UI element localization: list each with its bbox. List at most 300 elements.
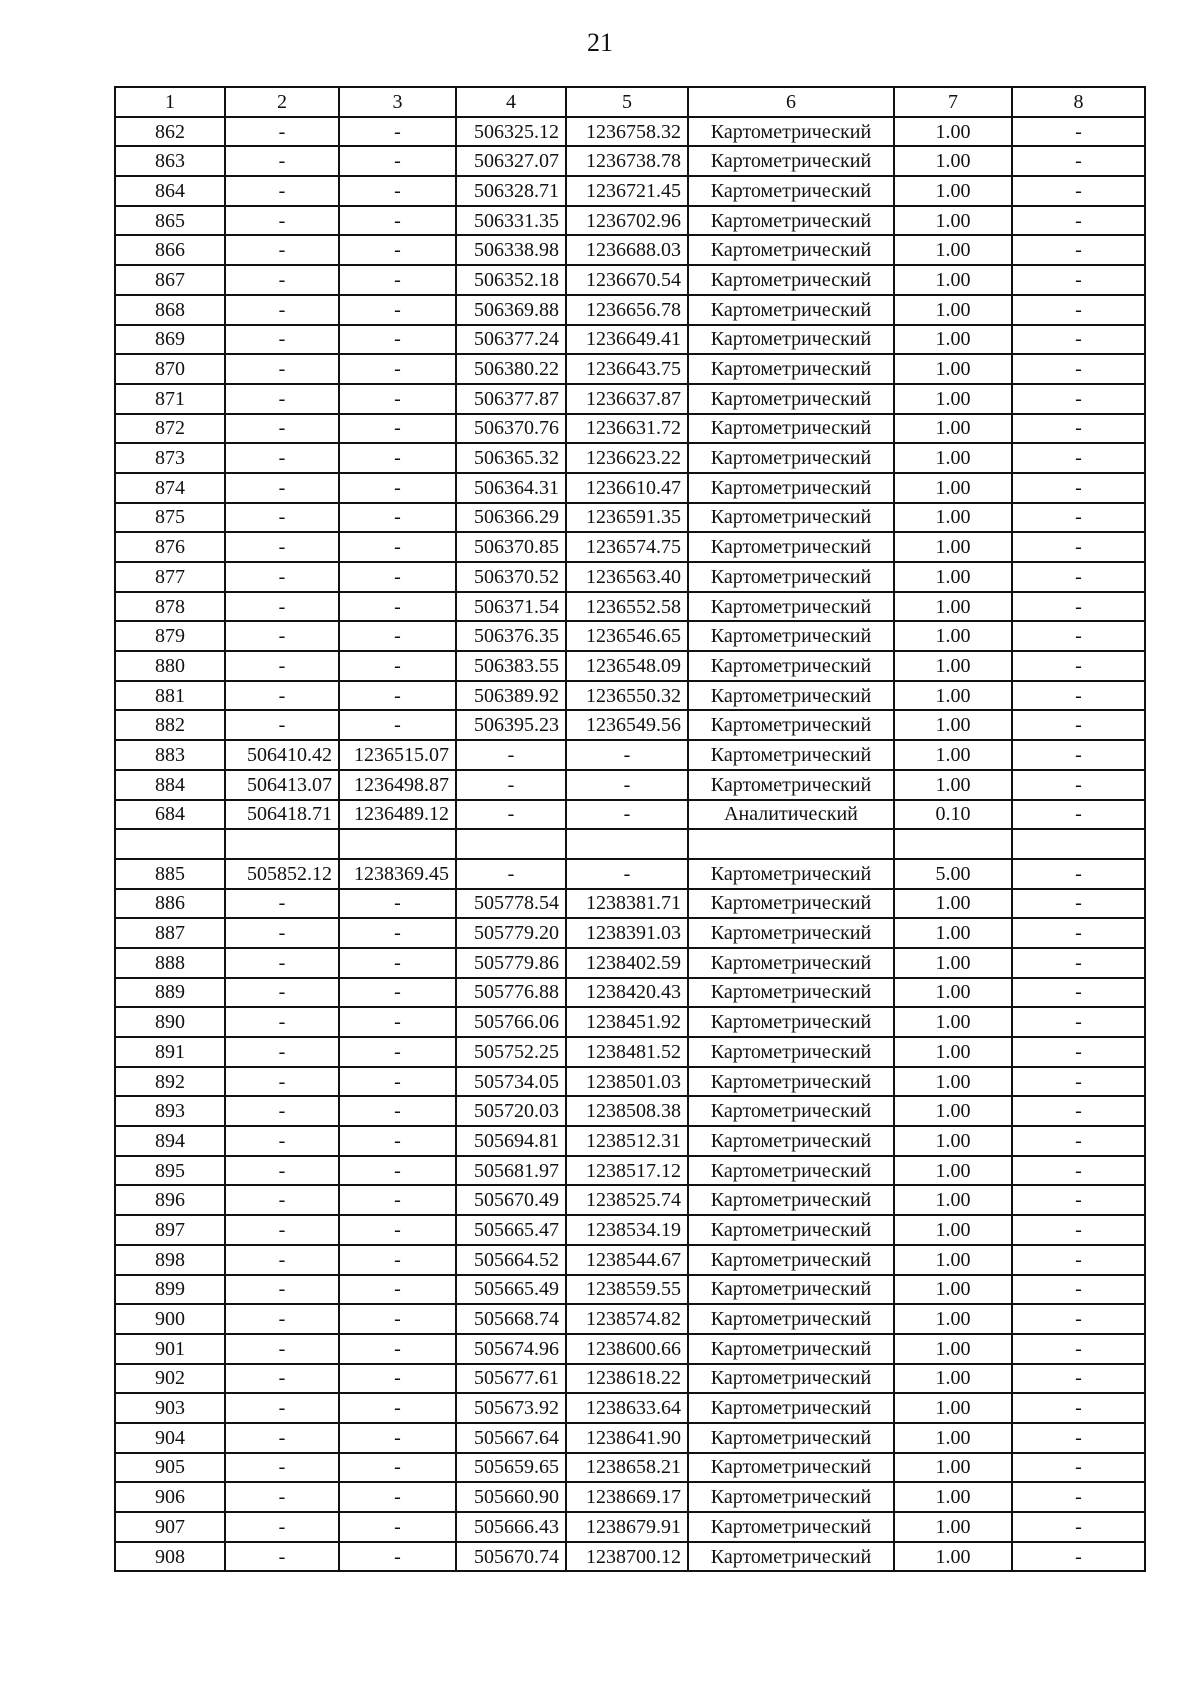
- table-cell: -: [225, 1542, 339, 1572]
- table-cell: Картометрический: [688, 681, 894, 711]
- table-cell: 1236623.22: [566, 443, 688, 473]
- table-cell: 1236548.09: [566, 651, 688, 681]
- table-cell: 1.00: [894, 443, 1012, 473]
- table-cell: Картометрический: [688, 1245, 894, 1275]
- table-cell: -: [1012, 443, 1145, 473]
- column-header: 5: [566, 87, 688, 117]
- table-cell: 506377.87: [456, 384, 566, 414]
- table-cell: -: [339, 146, 456, 176]
- table-cell: 1.00: [894, 1067, 1012, 1097]
- table-cell: Картометрический: [688, 1275, 894, 1305]
- table-cell: -: [225, 473, 339, 503]
- table-cell: -: [1012, 889, 1145, 919]
- table-cell: -: [225, 1185, 339, 1215]
- table-cell: 505778.54: [456, 889, 566, 919]
- table-cell: 1236637.87: [566, 384, 688, 414]
- table-cell: -: [339, 1275, 456, 1305]
- table-cell: 506383.55: [456, 651, 566, 681]
- table-cell: Картометрический: [688, 295, 894, 325]
- table-row: [115, 1512, 1145, 1542]
- table-cell: 871: [115, 384, 225, 414]
- table-cell: -: [339, 1096, 456, 1126]
- table-cell: 1.00: [894, 651, 1012, 681]
- table-row: [115, 176, 1145, 206]
- table-cell: 864: [115, 176, 225, 206]
- table-cell: 1.00: [894, 325, 1012, 355]
- table-cell: 505779.20: [456, 918, 566, 948]
- table-cell: -: [1012, 117, 1145, 147]
- table-row: [115, 740, 1145, 770]
- table-cell: 908: [115, 1542, 225, 1572]
- table-cell: -: [1012, 265, 1145, 295]
- table-cell: -: [339, 206, 456, 236]
- table-cell: -: [1012, 473, 1145, 503]
- column-header: 4: [456, 87, 566, 117]
- table-cell: -: [1012, 1126, 1145, 1156]
- table-cell: -: [339, 1304, 456, 1334]
- table-cell: 887: [115, 918, 225, 948]
- table-row: [115, 1334, 1145, 1364]
- table-cell: -: [339, 117, 456, 147]
- table-row: [115, 532, 1145, 562]
- page-number: 21: [587, 28, 613, 57]
- table-cell: -: [225, 1245, 339, 1275]
- table-cell: -: [566, 800, 688, 830]
- table-cell: 907: [115, 1512, 225, 1542]
- table-cell: -: [225, 562, 339, 592]
- table-cell: 505666.43: [456, 1512, 566, 1542]
- table-cell: -: [566, 859, 688, 889]
- table-cell: -: [225, 117, 339, 147]
- table-row: [115, 1423, 1145, 1453]
- table-row: [115, 1156, 1145, 1186]
- table-cell: -: [225, 354, 339, 384]
- coordinates-table: [114, 86, 1146, 1572]
- table-cell: -: [1012, 503, 1145, 533]
- table-cell: -: [225, 206, 339, 236]
- table-row: [115, 889, 1145, 919]
- table-cell: -: [339, 473, 456, 503]
- table-cell: -: [1012, 1007, 1145, 1037]
- table-cell: Картометрический: [688, 325, 894, 355]
- table-cell: -: [339, 1334, 456, 1364]
- table-cell: -: [225, 1126, 339, 1156]
- table-row: [115, 1215, 1145, 1245]
- table-cell: 505673.92: [456, 1393, 566, 1423]
- table-cell: 1.00: [894, 1512, 1012, 1542]
- table-cell: -: [1012, 1185, 1145, 1215]
- table-cell: 872: [115, 414, 225, 444]
- table-cell: 1238369.45: [339, 859, 456, 889]
- column-header: 6: [688, 87, 894, 117]
- table-cell: -: [339, 1245, 456, 1275]
- table-cell: Картометрический: [688, 1364, 894, 1394]
- table-cell: Картометрический: [688, 117, 894, 147]
- table-cell: -: [339, 1542, 456, 1572]
- table-cell: [115, 829, 225, 859]
- table-cell: Картометрический: [688, 235, 894, 265]
- table-cell: -: [225, 1096, 339, 1126]
- table-row: [115, 325, 1145, 355]
- table-cell: 899: [115, 1275, 225, 1305]
- table-row: [115, 1096, 1145, 1126]
- table-cell: -: [225, 1393, 339, 1423]
- table-cell: 1.00: [894, 1423, 1012, 1453]
- table-cell: -: [339, 978, 456, 1008]
- table-cell: 863: [115, 146, 225, 176]
- table-cell: -: [1012, 1423, 1145, 1453]
- table-cell: 1.00: [894, 948, 1012, 978]
- table-cell: 896: [115, 1185, 225, 1215]
- table-cell: 883: [115, 740, 225, 770]
- table-row: [115, 1037, 1145, 1067]
- table-cell: Картометрический: [688, 1215, 894, 1245]
- table-cell: 1238600.66: [566, 1334, 688, 1364]
- table-cell: [688, 829, 894, 859]
- table-cell: Картометрический: [688, 1453, 894, 1483]
- table-cell: -: [225, 1156, 339, 1186]
- table-cell: 505779.86: [456, 948, 566, 978]
- table-cell: -: [1012, 710, 1145, 740]
- table-cell: Картометрический: [688, 414, 894, 444]
- table-cell: 506389.92: [456, 681, 566, 711]
- table-cell: 506370.85: [456, 532, 566, 562]
- table-cell: -: [566, 770, 688, 800]
- table-cell: 506364.31: [456, 473, 566, 503]
- table-cell: 1.00: [894, 1037, 1012, 1067]
- table-cell: -: [339, 710, 456, 740]
- table-cell: 505674.96: [456, 1334, 566, 1364]
- table-cell: -: [1012, 621, 1145, 651]
- table-cell: 1.00: [894, 1393, 1012, 1423]
- table-cell: -: [225, 1215, 339, 1245]
- table-cell: 0.10: [894, 800, 1012, 830]
- table-cell: Картометрический: [688, 265, 894, 295]
- table-cell: 506395.23: [456, 710, 566, 740]
- table-row: [115, 1245, 1145, 1275]
- table-cell: 1.00: [894, 562, 1012, 592]
- table-cell: -: [1012, 562, 1145, 592]
- table-cell: 1.00: [894, 384, 1012, 414]
- table-cell: -: [1012, 770, 1145, 800]
- table-cell: 506365.32: [456, 443, 566, 473]
- table-cell: -: [225, 1007, 339, 1037]
- table-cell: 1.00: [894, 978, 1012, 1008]
- table-cell: Картометрический: [688, 1334, 894, 1364]
- table-cell: [456, 829, 566, 859]
- table-cell: 1.00: [894, 1364, 1012, 1394]
- table-cell: Картометрический: [688, 1096, 894, 1126]
- table-cell: -: [225, 978, 339, 1008]
- table-row: [115, 295, 1145, 325]
- table-cell: -: [225, 889, 339, 919]
- table-cell: 1236498.87: [339, 770, 456, 800]
- table-cell: -: [1012, 1245, 1145, 1275]
- table-cell: 885: [115, 859, 225, 889]
- table-cell: Картометрический: [688, 384, 894, 414]
- table-cell: -: [339, 1007, 456, 1037]
- table-cell: 506328.71: [456, 176, 566, 206]
- table-cell: -: [1012, 176, 1145, 206]
- table-cell: 865: [115, 206, 225, 236]
- table-cell: 1.00: [894, 176, 1012, 206]
- table-cell: 1238559.55: [566, 1275, 688, 1305]
- table-row: [115, 829, 1145, 859]
- table-cell: Картометрический: [688, 1512, 894, 1542]
- table-row: [115, 414, 1145, 444]
- table-cell: -: [1012, 295, 1145, 325]
- table-cell: -: [339, 503, 456, 533]
- table-cell: 506370.76: [456, 414, 566, 444]
- table-cell: -: [339, 1126, 456, 1156]
- table-cell: 1238402.59: [566, 948, 688, 978]
- table-cell: -: [339, 1037, 456, 1067]
- table-cell: -: [339, 592, 456, 622]
- table-cell: 882: [115, 710, 225, 740]
- table-cell: -: [456, 770, 566, 800]
- table-cell: -: [225, 651, 339, 681]
- table-row: [115, 621, 1145, 651]
- table-cell: Картометрический: [688, 473, 894, 503]
- table-cell: 1236631.72: [566, 414, 688, 444]
- table-cell: -: [225, 1482, 339, 1512]
- table-cell: -: [1012, 1156, 1145, 1186]
- table-cell: 505667.64: [456, 1423, 566, 1453]
- table-cell: Картометрический: [688, 889, 894, 919]
- table-cell: -: [225, 235, 339, 265]
- table-cell: 506338.98: [456, 235, 566, 265]
- table-cell: 1236546.65: [566, 621, 688, 651]
- table-row: [115, 1275, 1145, 1305]
- table-cell: 1236649.41: [566, 325, 688, 355]
- table-cell: -: [1012, 206, 1145, 236]
- table-cell: 1.00: [894, 1482, 1012, 1512]
- table-cell: Картометрический: [688, 1423, 894, 1453]
- table-cell: 506377.24: [456, 325, 566, 355]
- table-cell: -: [225, 146, 339, 176]
- table-row: [115, 710, 1145, 740]
- table-cell: Картометрический: [688, 1304, 894, 1334]
- table-cell: -: [1012, 859, 1145, 889]
- table-cell: -: [339, 325, 456, 355]
- table-cell: -: [339, 414, 456, 444]
- table-cell: -: [225, 532, 339, 562]
- table-cell: -: [339, 176, 456, 206]
- table-cell: 505664.52: [456, 1245, 566, 1275]
- table-cell: 505752.25: [456, 1037, 566, 1067]
- table-cell: 1236670.54: [566, 265, 688, 295]
- table-row: [115, 206, 1145, 236]
- table-cell: 1238534.19: [566, 1215, 688, 1245]
- table-cell: Картометрический: [688, 978, 894, 1008]
- table-cell: 1.00: [894, 1304, 1012, 1334]
- table-cell: 506410.42: [225, 740, 339, 770]
- table-cell: -: [225, 1364, 339, 1394]
- table-cell: [1012, 829, 1145, 859]
- table-row: [115, 1067, 1145, 1097]
- table-cell: -: [225, 948, 339, 978]
- table-cell: Картометрический: [688, 859, 894, 889]
- table-cell: 1236574.75: [566, 532, 688, 562]
- table-cell: -: [339, 265, 456, 295]
- table-cell: 1236643.75: [566, 354, 688, 384]
- table-cell: 506352.18: [456, 265, 566, 295]
- table-cell: -: [225, 176, 339, 206]
- table-cell: 1.00: [894, 1245, 1012, 1275]
- table-cell: -: [225, 681, 339, 711]
- table-cell: 889: [115, 978, 225, 1008]
- table-cell: 1.00: [894, 1453, 1012, 1483]
- table-cell: 1236721.45: [566, 176, 688, 206]
- table-cell: 1.00: [894, 740, 1012, 770]
- table-cell: 1.00: [894, 1156, 1012, 1186]
- table-cell: Картометрический: [688, 1126, 894, 1156]
- table-cell: 1236738.78: [566, 146, 688, 176]
- table-cell: 1238525.74: [566, 1185, 688, 1215]
- table-cell: -: [1012, 1542, 1145, 1572]
- column-header: 1: [115, 87, 225, 117]
- table-cell: 505681.97: [456, 1156, 566, 1186]
- table-cell: 906: [115, 1482, 225, 1512]
- table-cell: -: [225, 1304, 339, 1334]
- table-cell: -: [339, 443, 456, 473]
- table-cell: 868: [115, 295, 225, 325]
- table-cell: 1236656.78: [566, 295, 688, 325]
- table-cell: Аналитический: [688, 800, 894, 830]
- table-cell: 506327.07: [456, 146, 566, 176]
- table-cell: -: [225, 503, 339, 533]
- table-cell: 505659.65: [456, 1453, 566, 1483]
- table-row: [115, 1185, 1145, 1215]
- table-cell: 1238700.12: [566, 1542, 688, 1572]
- table-cell: -: [339, 354, 456, 384]
- table-row: [115, 1126, 1145, 1156]
- table-cell: 1.00: [894, 1096, 1012, 1126]
- table-cell: 880: [115, 651, 225, 681]
- table-cell: 902: [115, 1364, 225, 1394]
- table-cell: -: [339, 295, 456, 325]
- table-cell: 505677.61: [456, 1364, 566, 1394]
- table-cell: 895: [115, 1156, 225, 1186]
- table-cell: Картометрический: [688, 651, 894, 681]
- table-cell: -: [339, 235, 456, 265]
- table-cell: 876: [115, 532, 225, 562]
- table-cell: -: [1012, 1334, 1145, 1364]
- table-cell: 1.00: [894, 503, 1012, 533]
- table-header-row: [115, 87, 1145, 117]
- table-cell: 505670.74: [456, 1542, 566, 1572]
- table-cell: Картометрический: [688, 206, 894, 236]
- table-cell: 506418.71: [225, 800, 339, 830]
- table-cell: [894, 829, 1012, 859]
- table-cell: 870: [115, 354, 225, 384]
- table-cell: -: [225, 592, 339, 622]
- table-cell: 888: [115, 948, 225, 978]
- table-cell: 506325.12: [456, 117, 566, 147]
- table-cell: -: [225, 384, 339, 414]
- table-cell: 893: [115, 1096, 225, 1126]
- table-cell: -: [456, 800, 566, 830]
- table-cell: 505665.47: [456, 1215, 566, 1245]
- table-cell: 862: [115, 117, 225, 147]
- table-cell: 506366.29: [456, 503, 566, 533]
- table-cell: 901: [115, 1334, 225, 1364]
- table-cell: 1238574.82: [566, 1304, 688, 1334]
- table-cell: -: [1012, 1037, 1145, 1067]
- table-row: [115, 1364, 1145, 1394]
- table-cell: -: [225, 1334, 339, 1364]
- table-cell: -: [225, 295, 339, 325]
- table-cell: 884: [115, 770, 225, 800]
- table-cell: -: [225, 621, 339, 651]
- table-cell: -: [339, 1423, 456, 1453]
- table-cell: 1.00: [894, 354, 1012, 384]
- table-cell: -: [339, 621, 456, 651]
- table-cell: 1.00: [894, 1542, 1012, 1572]
- table-cell: -: [1012, 1275, 1145, 1305]
- table-cell: [339, 829, 456, 859]
- table-cell: -: [1012, 414, 1145, 444]
- table-cell: 1238508.38: [566, 1096, 688, 1126]
- table-cell: 1.00: [894, 146, 1012, 176]
- table-cell: -: [339, 1482, 456, 1512]
- table-cell: -: [339, 1364, 456, 1394]
- table-cell: -: [339, 889, 456, 919]
- table-cell: -: [1012, 1482, 1145, 1512]
- table-cell: 1.00: [894, 295, 1012, 325]
- column-header: 8: [1012, 87, 1145, 117]
- table-cell: -: [339, 1156, 456, 1186]
- table-row: [115, 1393, 1145, 1423]
- table-cell: -: [339, 651, 456, 681]
- table-body: [115, 117, 1145, 1572]
- table-cell: -: [225, 1275, 339, 1305]
- table-cell: [225, 829, 339, 859]
- table-cell: -: [225, 1453, 339, 1483]
- table-cell: -: [339, 384, 456, 414]
- table-cell: -: [1012, 235, 1145, 265]
- table-cell: -: [1012, 1512, 1145, 1542]
- table-cell: -: [339, 1453, 456, 1483]
- table-cell: 506380.22: [456, 354, 566, 384]
- table-cell: 1.00: [894, 918, 1012, 948]
- table-cell: -: [339, 1215, 456, 1245]
- table-cell: Картометрический: [688, 503, 894, 533]
- table-cell: 1.00: [894, 1185, 1012, 1215]
- table-cell: Картометрический: [688, 1156, 894, 1186]
- table-cell: -: [339, 1393, 456, 1423]
- table-cell: 1.00: [894, 1215, 1012, 1245]
- table-row: [115, 562, 1145, 592]
- table-cell: -: [1012, 651, 1145, 681]
- table-cell: 1.00: [894, 1334, 1012, 1364]
- table-cell: 505668.74: [456, 1304, 566, 1334]
- table-cell: Картометрический: [688, 1067, 894, 1097]
- table-cell: -: [1012, 354, 1145, 384]
- table-cell: 879: [115, 621, 225, 651]
- table-cell: 1238451.92: [566, 1007, 688, 1037]
- table-row: [115, 384, 1145, 414]
- table-cell: Картометрический: [688, 621, 894, 651]
- table-row: [115, 354, 1145, 384]
- table-row: [115, 948, 1145, 978]
- table-row: [115, 235, 1145, 265]
- table-cell: 1238544.67: [566, 1245, 688, 1275]
- table-cell: 866: [115, 235, 225, 265]
- table-cell: 1236758.32: [566, 117, 688, 147]
- table-cell: 1.00: [894, 117, 1012, 147]
- table-cell: Картометрический: [688, 948, 894, 978]
